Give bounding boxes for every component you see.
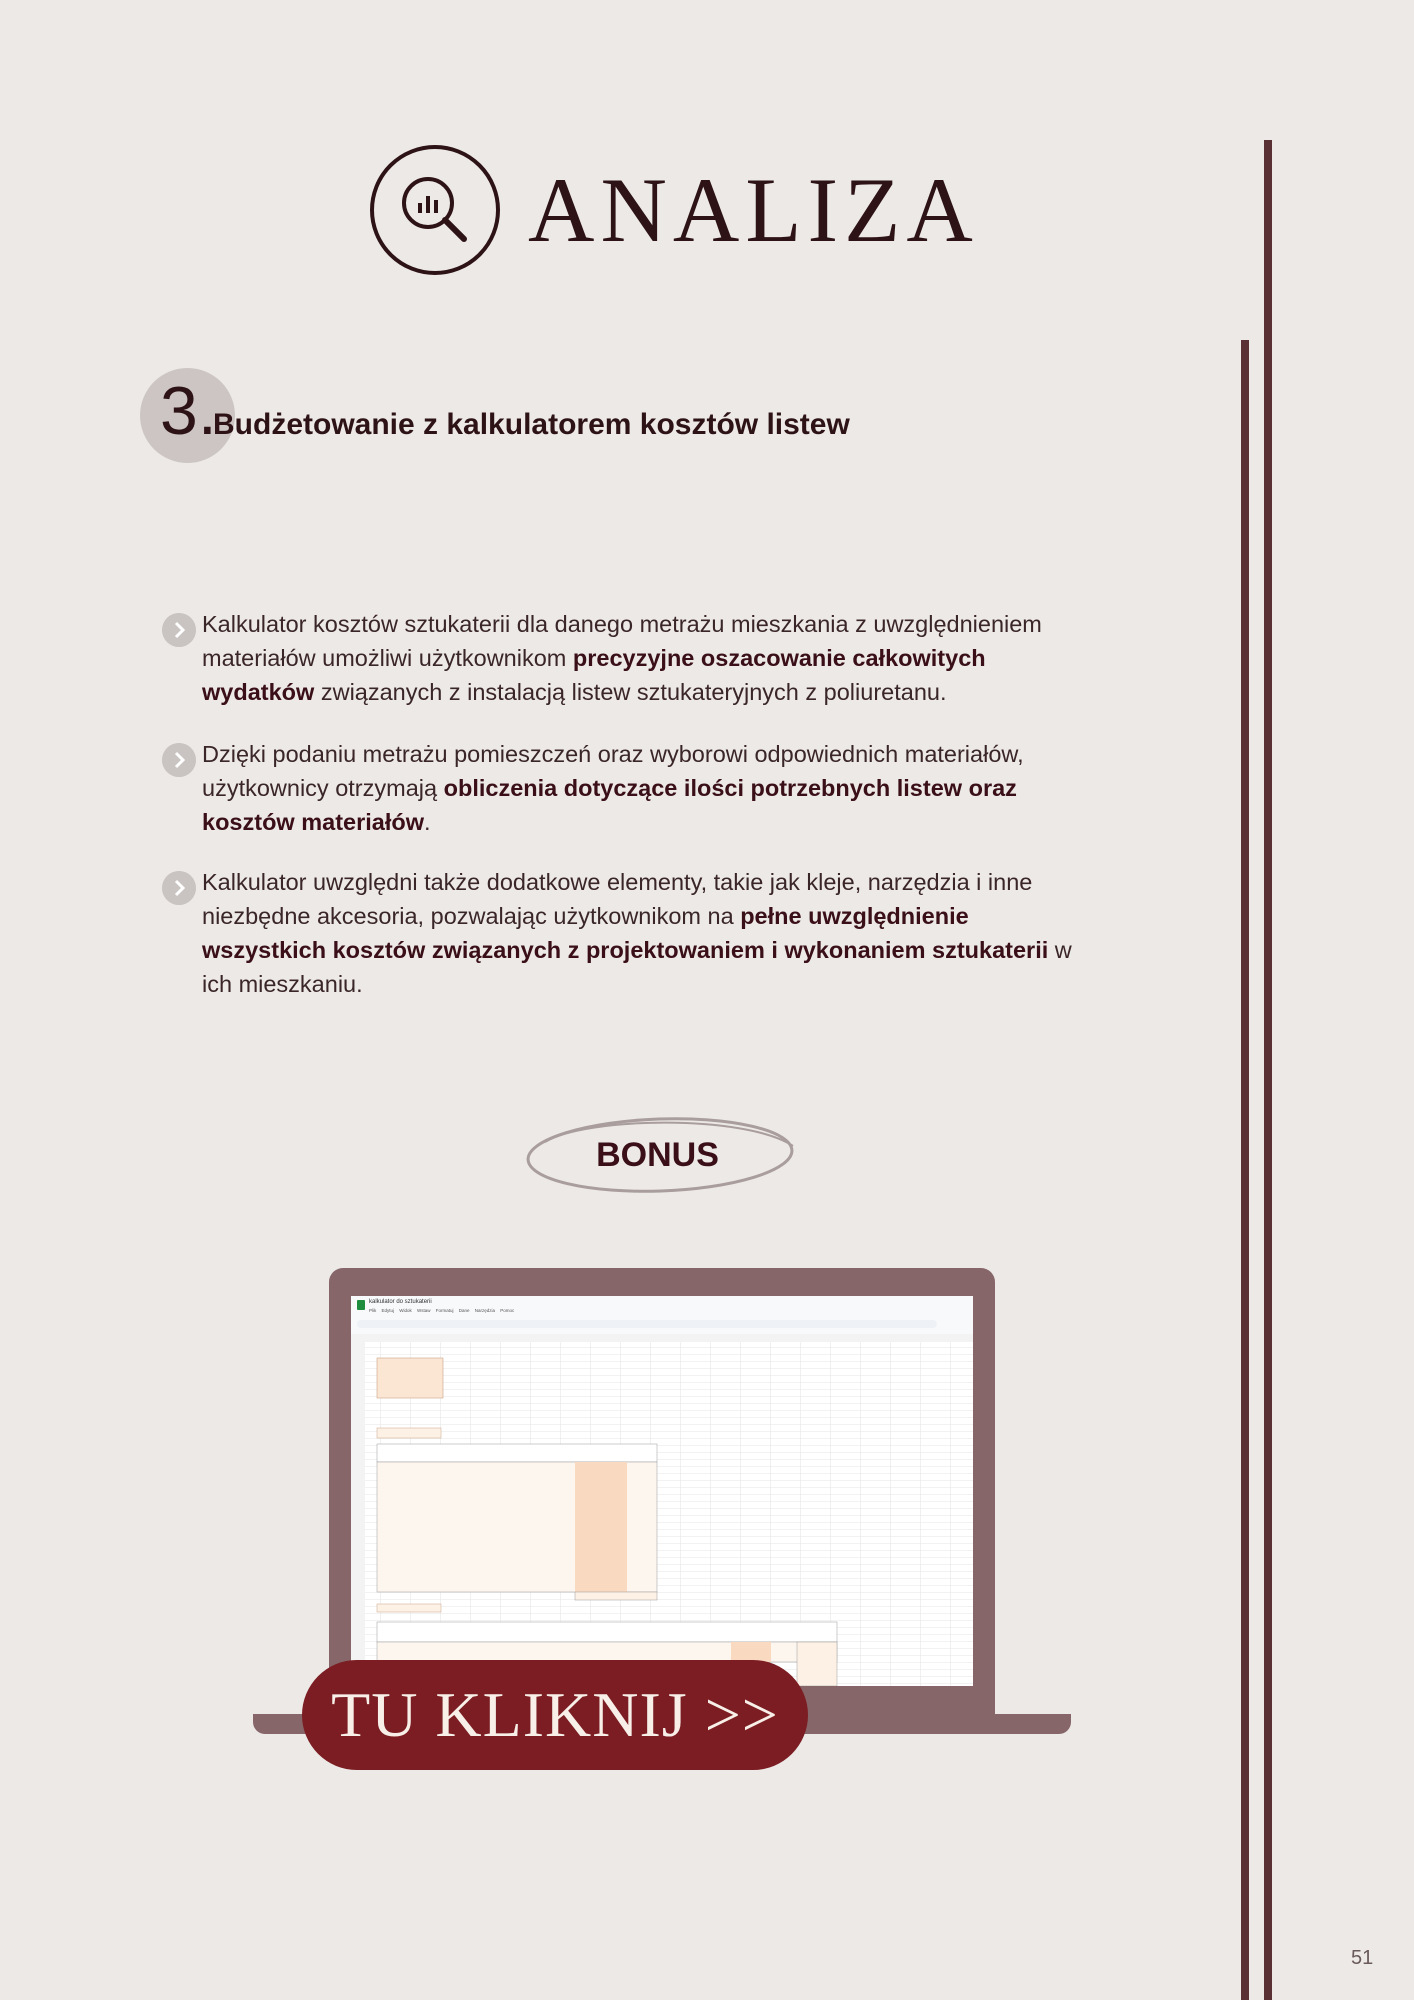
click-here-button[interactable]: TU KLIKNIJ >>	[302, 1660, 808, 1770]
page-number: 51	[1351, 1947, 1374, 1969]
bullet-text	[202, 865, 1082, 1001]
bonus-badge	[525, 1112, 800, 1198]
spreadsheet-title: kalkulator do sztukaterii	[369, 1299, 432, 1305]
page-title: ANALIZA	[528, 159, 979, 261]
bullet-text-part: związanych z instalacją listew sztukateryjnych z poliuretanu.	[314, 679, 947, 705]
bullet-item-3	[162, 865, 1082, 1001]
bullet-text	[202, 607, 1082, 709]
bullet-text-part: w ich mieszkaniu.	[202, 937, 1072, 997]
spreadsheet-grid	[351, 1334, 973, 1686]
bullet-text-part: .	[424, 809, 431, 835]
bullet-text-bold: obliczenia dotyczące ilości potrzebnych listew oraz kosztów materiałów	[202, 775, 1017, 835]
spreadsheet-menu: Plik Edytuj Widok Wstaw Formatuj Dane Narzędzia Pomoc	[369, 1308, 515, 1313]
laptop-mockup	[329, 1268, 995, 1716]
section-title: Budżetowanie z kalkulatorem kosztów listew	[213, 408, 850, 441]
vertical-rule-outer	[1264, 140, 1272, 2000]
spreadsheet-toolbar	[351, 1296, 973, 1335]
chevron-right-icon	[162, 743, 196, 777]
bullet-item-2	[162, 737, 1082, 839]
bullet-item-1	[162, 607, 1082, 709]
bullet-text-bold: pełne uwzględnienie wszystkich kosztów związanych z projektowaniem i wykonaniem sztukaterii	[202, 903, 1049, 963]
chevron-right-icon	[162, 613, 196, 647]
spreadsheet-formula-bar	[357, 1320, 937, 1328]
bonus-label: BONUS	[596, 1136, 719, 1174]
sheets-logo-icon	[357, 1300, 365, 1310]
bullet-text-bold: precyzyjne oszacowanie całkowitych wydatków	[202, 645, 986, 705]
bullet-text-part: Dzięki podaniu metrażu pomieszczeń oraz wyborowi odpowiednich materiałów, użytkownicy otrzymają	[202, 741, 1024, 801]
bullet-text	[202, 737, 1082, 839]
bullet-text-part: Kalkulator uwzględni także dodatkowe elementy, takie jak kleje, narzędzia i inne niezbędne akcesoria, pozwalając użytkownikom na	[202, 869, 1033, 929]
spreadsheet-preview	[351, 1296, 973, 1686]
chevron-right-icon	[162, 871, 196, 905]
section-number: 3.	[160, 373, 217, 449]
bullet-text-part: Kalkulator kosztów sztukaterii dla danego metrażu mieszkania z uwzględnieniem materiałów umożliwi użytkownikom	[202, 611, 1042, 671]
page-header	[368, 140, 979, 280]
vertical-rule-inner	[1241, 340, 1249, 2000]
analytics-magnifier-icon	[368, 143, 502, 277]
